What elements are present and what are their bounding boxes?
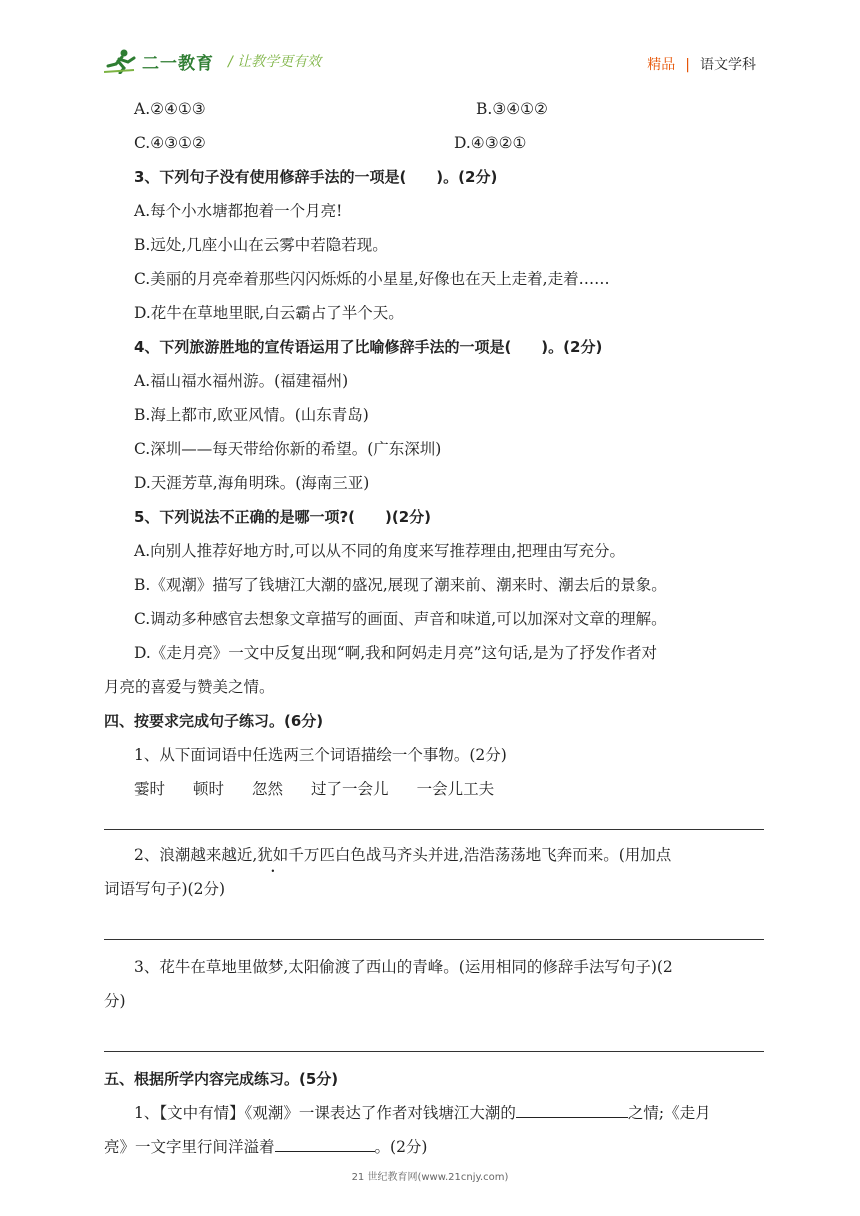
q5-option-c: C.调动多种感官去想象文章描写的画面、声音和味道,可以加深对文章的理解。 xyxy=(134,610,667,628)
option-a: A.②④①③ xyxy=(134,100,206,118)
option-row xyxy=(104,92,764,126)
question-5: 5、下列说法不正确的是哪一项?( )(2分) xyxy=(134,508,431,526)
dotted-word: 犹如 xyxy=(257,846,289,864)
option-d: D.④③②① xyxy=(454,134,527,152)
q5-option-a: A.向别人推荐好地方时,可以从不同的角度来写推荐理由,把理由写充分。 xyxy=(134,542,625,560)
option-c: C.④③①② xyxy=(134,134,206,152)
q3-option-a: A.每个小水塘都抱着一个月亮! xyxy=(134,202,343,220)
s4-item-3-line2: 分) xyxy=(104,992,126,1010)
section-4-title: 四、按要求完成句子练习。(6分) xyxy=(104,712,324,730)
subject-label: 语文学科 xyxy=(700,57,756,73)
q5-option-d-line2: 月亮的喜爱与赞美之情。 xyxy=(104,678,275,696)
page-header xyxy=(104,44,756,84)
page-footer: 21 世纪教育网(www.21cnjy.com) xyxy=(351,1172,509,1183)
word: 忽然 xyxy=(252,780,284,798)
fill-blank[interactable] xyxy=(516,1099,628,1118)
logo-text: 二一教育 xyxy=(142,53,214,74)
s5-text: 之情;《走月 xyxy=(627,1104,711,1122)
s4-item-2 xyxy=(104,838,764,872)
word: 一会儿工夫 xyxy=(416,780,495,798)
header-divider: | xyxy=(685,57,690,73)
s5-text: 。(2分) xyxy=(374,1138,428,1156)
option-row xyxy=(104,126,764,160)
s4-item-2-line2: 词语写句子)(2分) xyxy=(104,880,226,898)
q4-option-a: A.福山福水福州游。(福建福州) xyxy=(134,372,349,390)
word: 顿时 xyxy=(193,780,225,798)
runner-logo-icon xyxy=(104,48,138,74)
q4-option-c: C.深圳——每天带给你新的希望。(广东深圳) xyxy=(134,440,442,458)
s5-text: 亮》一文字里行间洋溢着 xyxy=(104,1138,275,1156)
s5-text: 1、【文中有情】《观潮》一课表达了作者对钱塘江大潮的 xyxy=(134,1104,516,1122)
q4-option-b: B.海上都市,欧亚风情。(山东青岛) xyxy=(134,406,369,424)
q4-option-d: D.天涯芳草,海角明珠。(海南三亚) xyxy=(134,474,370,492)
logo xyxy=(104,48,321,74)
question-4: 4、下列旅游胜地的宣传语运用了比喻修辞手法的一项是( )。(2分) xyxy=(134,338,603,356)
question-3: 3、下列句子没有使用修辞手法的一项是( )。(2分) xyxy=(134,168,498,186)
fill-blank[interactable] xyxy=(275,1133,375,1152)
q3-option-c: C.美丽的月亮牵着那些闪闪烁烁的小星星,好像也在天上走着,走着…… xyxy=(134,270,610,288)
section-5-title: 五、根据所学内容完成练习。(5分) xyxy=(104,1070,339,1088)
quality-label: 精品 xyxy=(647,57,676,73)
s5-item-1 xyxy=(104,1096,764,1130)
q3-option-d: D.花牛在草地里眠,白云霸占了半个天。 xyxy=(134,304,404,322)
s5-item-1-line2 xyxy=(104,1130,764,1164)
s4-item-1: 1、从下面词语中任选两三个词语描绘一个事物。(2分) xyxy=(134,746,507,764)
s4-item-2-text: 2、浪潮越来越近, xyxy=(134,846,258,864)
s4-item-3: 3、花牛在草地里做梦,太阳偷渡了西山的青峰。(运用相同的修辞手法写句子)(2 xyxy=(134,958,673,976)
q5-option-b: B.《观潮》描写了钱塘江大潮的盛况,展现了潮来前、潮来时、潮去后的景象。 xyxy=(134,576,667,594)
option-b: B.③④①② xyxy=(476,100,548,118)
word-list xyxy=(104,772,764,806)
q3-option-b: B.远处,几座小山在云雾中若隐若现。 xyxy=(134,236,388,254)
q5-option-d-line1: D.《走月亮》一文中反复出现“啊,我和阿妈走月亮”这句话,是为了抒发作者对 xyxy=(134,644,658,662)
header-right xyxy=(647,54,756,74)
word: 过了一会儿 xyxy=(311,780,389,798)
word: 霎时 xyxy=(134,780,166,798)
document-body xyxy=(104,92,764,1164)
slogan: / 让教学更有效 xyxy=(228,54,322,70)
s4-item-2-text: 千万匹白色战马齐头并进,浩浩荡荡地飞奔而来。(用加点 xyxy=(288,846,672,864)
